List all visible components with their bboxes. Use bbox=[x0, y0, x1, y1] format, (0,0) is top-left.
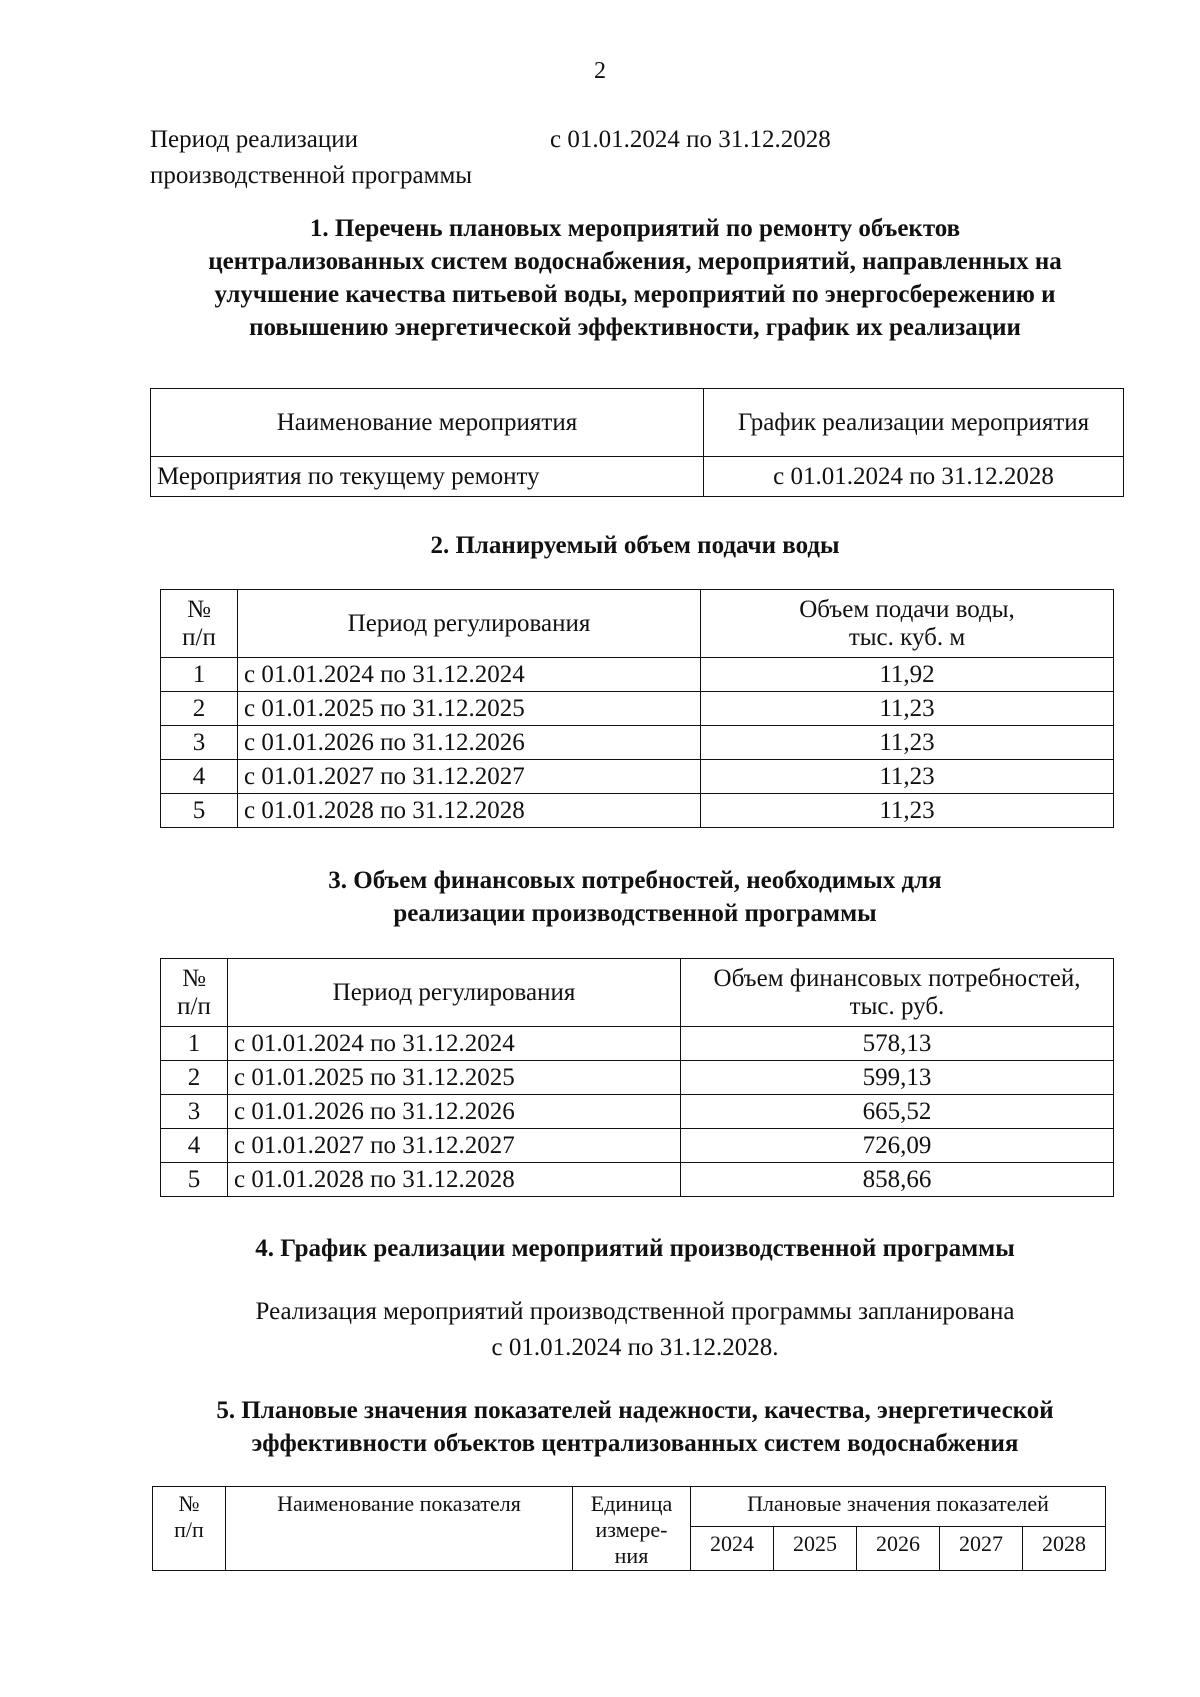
cell-value: 11,23 bbox=[701, 760, 1114, 794]
header-number-line: п/п bbox=[177, 992, 211, 1020]
table-header-row bbox=[161, 959, 1114, 1027]
header-year: 2027 bbox=[939, 1527, 1022, 1571]
cell-number: 3 bbox=[161, 726, 238, 760]
period-label bbox=[150, 122, 550, 194]
table-row bbox=[161, 1095, 1114, 1129]
header-period: Период регулирования bbox=[228, 959, 681, 1027]
table-row bbox=[161, 760, 1114, 794]
header-number bbox=[161, 959, 228, 1027]
header-unit bbox=[573, 1487, 691, 1571]
header-number-line: № bbox=[178, 1491, 200, 1516]
cell-period: с 01.01.2028 по 31.12.2028 bbox=[228, 1163, 681, 1197]
cell-period: с 01.01.2026 по 31.12.2026 bbox=[238, 726, 701, 760]
header-number bbox=[161, 590, 238, 658]
table-row bbox=[161, 726, 1114, 760]
section5-table bbox=[152, 1486, 1106, 1571]
header-unit-line: измере- bbox=[595, 1517, 668, 1542]
header-year: 2026 bbox=[856, 1527, 939, 1571]
table-row bbox=[161, 692, 1114, 726]
cell-number: 4 bbox=[161, 1129, 228, 1163]
section1-title-line: улучшение качества питьевой воды, мероприятий по энергосбережению и bbox=[214, 281, 1056, 308]
table-row bbox=[161, 1061, 1114, 1095]
cell-number: 5 bbox=[161, 794, 238, 828]
cell-value: 578,13 bbox=[681, 1027, 1114, 1061]
cell-number: 2 bbox=[161, 1061, 228, 1095]
header-number-line: № bbox=[187, 595, 211, 623]
cell-number: 1 bbox=[161, 658, 238, 692]
header-value-line: Объем подачи воды, bbox=[799, 595, 1015, 623]
cell-value: 11,92 bbox=[701, 658, 1114, 692]
header-event-name: Наименование мероприятия bbox=[151, 389, 704, 457]
cell-event-name: Мероприятия по текущему ремонту bbox=[151, 457, 704, 497]
table-header-row bbox=[161, 590, 1114, 658]
section1-title-line: централизованных систем водоснабжения, мероприятий, направленных на bbox=[208, 248, 1062, 275]
table-row bbox=[151, 457, 1124, 497]
page-number: 2 bbox=[594, 58, 606, 84]
header-number-line: № bbox=[182, 964, 206, 992]
section4-text-line: Реализация мероприятий производственной программы запланирована bbox=[255, 1298, 1015, 1325]
cell-value: 11,23 bbox=[701, 726, 1114, 760]
period-label-line: производственной программы bbox=[150, 162, 473, 189]
header-value-line: тыс. руб. bbox=[849, 992, 945, 1020]
section4-title: 4. График реализации мероприятий производственной программы bbox=[255, 1235, 1015, 1262]
header-schedule: График реализации мероприятия bbox=[704, 389, 1124, 457]
header-year: 2024 bbox=[691, 1527, 774, 1571]
section3-title bbox=[140, 864, 1130, 930]
header-indicator-name: Наименование показателя bbox=[226, 1487, 573, 1571]
cell-number: 3 bbox=[161, 1095, 228, 1129]
header-financial-needs bbox=[681, 959, 1114, 1027]
table-row bbox=[161, 1129, 1114, 1163]
cell-value: 665,52 bbox=[681, 1095, 1114, 1129]
cell-value: 11,23 bbox=[701, 794, 1114, 828]
cell-value: 599,13 bbox=[681, 1061, 1114, 1095]
section1-table bbox=[150, 388, 1124, 497]
section1-title-line: повышению энергетической эффективности, график их реализации bbox=[249, 314, 1021, 341]
header-planned-values: Плановые значения показателей bbox=[691, 1487, 1106, 1527]
header-period: Период регулирования bbox=[238, 590, 701, 658]
cell-schedule: с 01.01.2024 по 31.12.2028 bbox=[704, 457, 1124, 497]
section5-title-line: эффективности объектов централизованных систем водоснабжения bbox=[251, 1430, 1019, 1457]
section2-title: 2. Планируемый объем подачи воды bbox=[430, 532, 840, 559]
header-number-line: п/п bbox=[182, 623, 216, 651]
cell-period: с 01.01.2024 по 31.12.2024 bbox=[238, 658, 701, 692]
cell-number: 5 bbox=[161, 1163, 228, 1197]
cell-period: с 01.01.2028 по 31.12.2028 bbox=[238, 794, 701, 828]
cell-number: 2 bbox=[161, 692, 238, 726]
cell-period: с 01.01.2025 по 31.12.2025 bbox=[228, 1061, 681, 1095]
section3-table bbox=[160, 958, 1114, 1197]
table-row bbox=[161, 1163, 1114, 1197]
period-label-line: Период реализации bbox=[150, 126, 358, 153]
period-value: с 01.01.2024 по 31.12.2028 bbox=[550, 126, 831, 153]
section3-title-line: реализации производственной программы bbox=[393, 900, 877, 927]
header-value-line: тыс. куб. м bbox=[848, 623, 966, 651]
header-value-line: Объем финансовых потребностей, bbox=[713, 964, 1081, 992]
cell-period: с 01.01.2025 по 31.12.2025 bbox=[238, 692, 701, 726]
section1-title bbox=[140, 212, 1130, 344]
cell-number: 4 bbox=[161, 760, 238, 794]
table-header-row bbox=[151, 389, 1124, 457]
table-row bbox=[161, 1027, 1114, 1061]
section3-title-line: 3. Объем финансовых потребностей, необходимых для bbox=[328, 867, 942, 894]
section4-text-line: с 01.01.2024 по 31.12.2028. bbox=[491, 1334, 779, 1361]
header-water-volume bbox=[701, 590, 1114, 658]
cell-value: 726,09 bbox=[681, 1129, 1114, 1163]
section1-title-line: 1. Перечень плановых мероприятий по ремонту объектов bbox=[309, 215, 961, 242]
section5-title-line: 5. Плановые значения показателей надежности, качества, энергетической bbox=[216, 1397, 1054, 1424]
cell-period: с 01.01.2027 по 31.12.2027 bbox=[228, 1129, 681, 1163]
table-row bbox=[161, 658, 1114, 692]
section4-text bbox=[140, 1294, 1130, 1366]
header-unit-line: Единица bbox=[590, 1491, 673, 1516]
header-unit-line: ния bbox=[614, 1543, 649, 1568]
cell-value: 11,23 bbox=[701, 692, 1114, 726]
section5-title bbox=[140, 1394, 1130, 1460]
cell-value: 858,66 bbox=[681, 1163, 1114, 1197]
header-year: 2025 bbox=[773, 1527, 856, 1571]
table-row bbox=[161, 794, 1114, 828]
cell-period: с 01.01.2024 по 31.12.2024 bbox=[228, 1027, 681, 1061]
header-number bbox=[153, 1487, 226, 1571]
cell-number: 1 bbox=[161, 1027, 228, 1061]
cell-period: с 01.01.2026 по 31.12.2026 bbox=[228, 1095, 681, 1129]
cell-period: с 01.01.2027 по 31.12.2027 bbox=[238, 760, 701, 794]
table-header-row bbox=[153, 1487, 1106, 1527]
header-year: 2028 bbox=[1022, 1527, 1105, 1571]
header-number-line: п/п bbox=[174, 1517, 204, 1542]
section2-table bbox=[160, 589, 1114, 828]
